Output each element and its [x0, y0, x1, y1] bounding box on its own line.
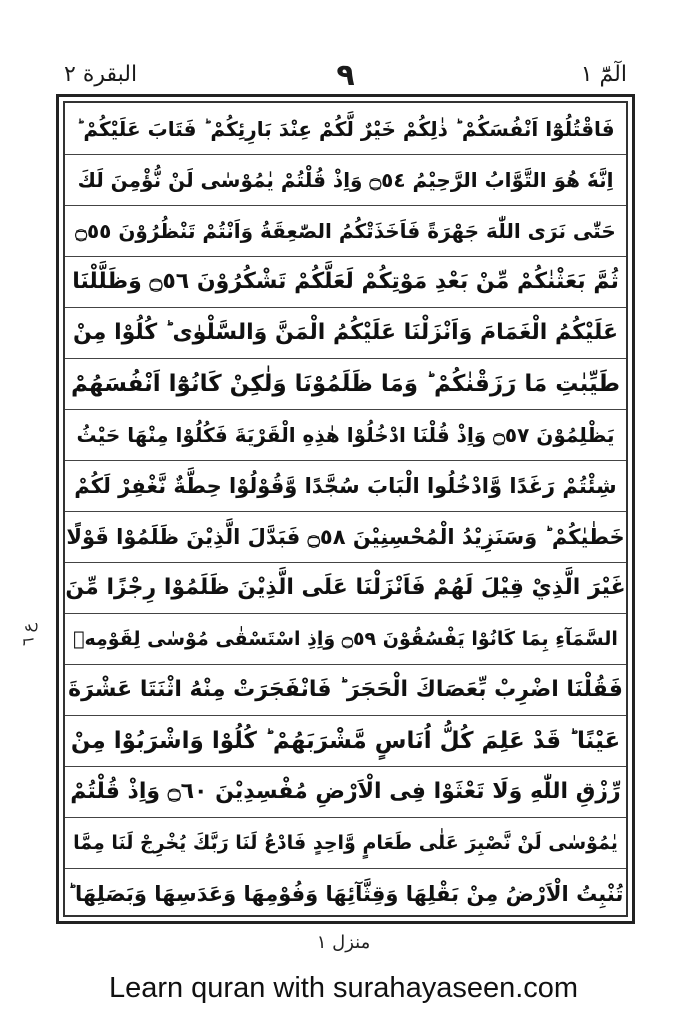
watermark-text: Learn quran with surahayaseen.com	[108, 972, 579, 1004]
juz-name: الٓمّٓ ١	[580, 62, 627, 87]
ruku-marker: ع ٦	[18, 622, 38, 646]
verse-line: عَلَيْكُمُ الْغَمَامَ وَاَنْزَلْنَا عَلَيْكُمُ الْمَنَّ وَالسَّلْوٰى ؕ كُلُوْا مِنْ	[65, 307, 626, 359]
verse-line: يَظْلِمُوْنَ ۝٥٧ وَاِذْ قُلْنَا ادْخُلُوْا هٰذِهِ الْقَرْيَةَ فَكُلُوْا مِنْهَا حَيْثُ	[65, 409, 626, 461]
verse-line: حَتّٰى نَرَى اللّٰهَ جَهْرَةً فَاَخَذَتْكُمُ الصّٰعِقَةُ وَاَنْتُمْ تَنْظُرُوْنَ ۝٥٥	[65, 205, 626, 257]
verse-line: فَقُلْنَا اضْرِبْ بِّعَصَاكَ الْحَجَرَ ؕ فَانْفَجَرَتْ مِنْهُ اثْنَتَا عَشْرَةَ	[65, 664, 626, 716]
verse-line: غَيْرَ الَّذِيْ قِيْلَ لَهُمْ فَاَنْزَلْنَا عَلَى الَّذِيْنَ ظَلَمُوْا رِجْزًا مِّنَ	[65, 562, 626, 614]
verse-line: طَيِّبٰتِ مَا رَزَقْنٰكُمْ ؕ وَمَا ظَلَمُوْنَا وَلٰكِنْ كَانُوْٓا اَنْفُسَهُمْ	[65, 358, 626, 410]
page-header	[58, 58, 633, 94]
verse-line: شِئْتُمْ رَغَدًا وَّادْخُلُوا الْبَابَ سُجَّدًا وَّقُوْلُوْا حِطَّةٌ نَّغْفِرْ لَكُمْ	[65, 460, 626, 512]
verse-line: اِنَّهٗ هُوَ التَّوَّابُ الرَّحِيْمُ ۝٥٤ وَاِذْ قُلْتُمْ يٰمُوْسٰى لَنْ نُّؤْمِنَ لَكَ	[65, 154, 626, 206]
manzil-label: منزل ١	[316, 932, 371, 953]
verse-line: السَّمَآءِ بِمَا كَانُوْا يَفْسُقُوْنَ ۝٥٩ وَاِذِ اسْتَسْقٰى مُوْسٰى لِقَوْمِهٖ	[65, 613, 626, 665]
text-block	[63, 101, 628, 917]
verse-line: فَاقْتُلُوْٓا اَنْفُسَكُمْ ؕ ذٰلِكُمْ خَيْرٌ لَّكُمْ عِنْدَ بَارِئِكُمْ ؕ فَتَابَ عَلَيْكُمْ ؕ	[65, 103, 626, 155]
verse-line: يٰمُوْسٰى لَنْ نَّصْبِرَ عَلٰى طَعَامٍ وَّاحِدٍ فَادْعُ لَنَا رَبَّكَ يُخْرِجْ لَنَا مِمَّا	[65, 817, 626, 869]
verse-line: تُنْبِتُ الْاَرْضُ مِنْ بَقْلِهَا وَقِثَّآئِهَا وَفُوْمِهَا وَعَدَسِهَا وَبَصَلِهَا ؕ	[67, 881, 624, 906]
verse-line: عَيْنًا ؕ قَدْ عَلِمَ كُلُّ اُنَاسٍ مَّشْرَبَهُمْ ؕ كُلُوْا وَاشْرَبُوْا مِنْ	[65, 715, 626, 767]
page-frame	[56, 94, 635, 924]
page-number: ٩	[336, 58, 355, 93]
verse-line: ثُمَّ بَعَثْنٰكُمْ مِّنْ بَعْدِ مَوْتِكُمْ لَعَلَّكُمْ تَشْكُرُوْنَ ۝٥٦ وَظَلَّلْنَا	[65, 256, 626, 308]
verse-line: خَطٰيٰكُمْ ؕ وَسَنَزِيْدُ الْمُحْسِنِيْنَ ۝٥٨ فَبَدَّلَ الَّذِيْنَ ظَلَمُوْا قَوْلًا	[65, 511, 626, 563]
surah-name: البقرة ٢	[64, 62, 138, 87]
verse-line: رِّزْقِ اللّٰهِ وَلَا تَعْثَوْا فِى الْاَرْضِ مُفْسِدِيْنَ ۝٦٠ وَاِذْ قُلْتُمْ	[65, 766, 626, 818]
